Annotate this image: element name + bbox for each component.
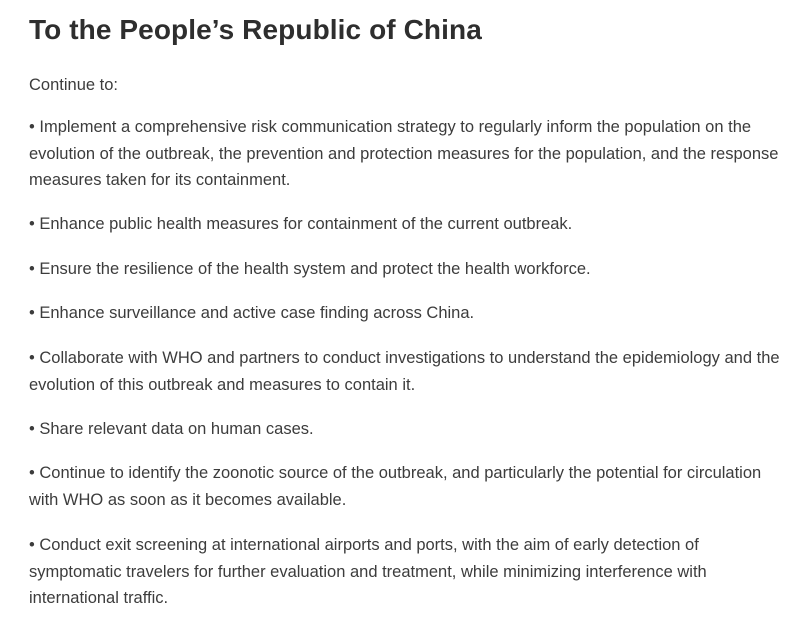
list-item: • Enhance public health measures for containment of the current outbreak. <box>29 215 573 233</box>
list-item: • Ensure the resilience of the health system and protect the health workforce. <box>29 260 591 278</box>
list-item: • Continue to identify the zoonotic source of the outbreak, and particularly the potential for circulation with WHO as soon as it becomes available. <box>29 464 762 509</box>
list-item: • Enhance surveillance and active case finding across China. <box>29 304 475 322</box>
intro-text: Continue to: <box>29 76 118 94</box>
list-item: • Collaborate with WHO and partners to conduct investigations to understand the epidemiology and the evolution of this outbreak and measures to contain it. <box>29 349 780 394</box>
list-item: • Conduct exit screening at international airports and ports, with the aim of early detection of symptomatic travelers for further evaluation and treatment, while minimizing interference with international traffic. <box>29 536 707 607</box>
list-item: • Implement a comprehensive risk communication strategy to regularly inform the population on the evolution of the outbreak, the prevention and protection measures for the population, and the response measures taken for its containment. <box>29 118 779 189</box>
page-title: To the People’s Republic of China <box>29 14 482 45</box>
list-item: • Share relevant data on human cases. <box>29 420 314 438</box>
